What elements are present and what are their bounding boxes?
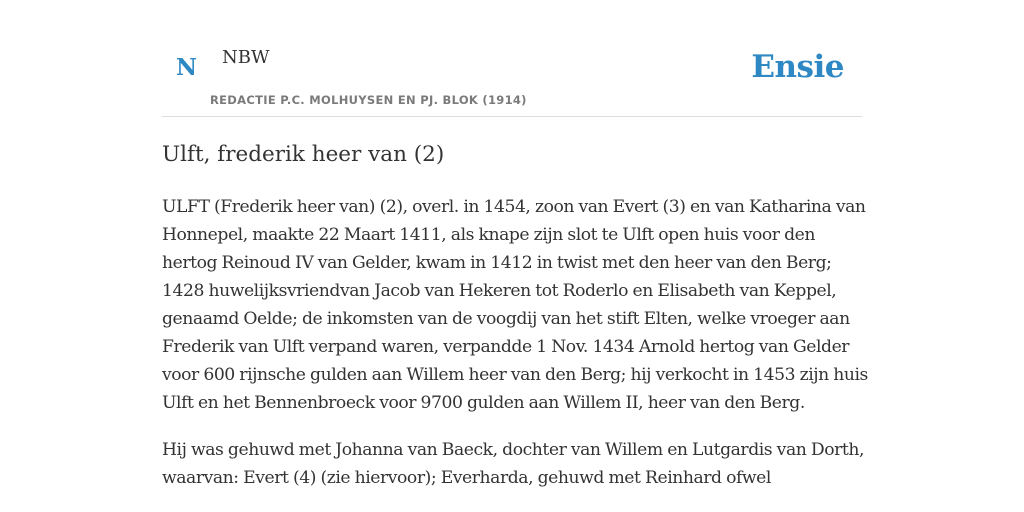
source-name[interactable]: NBW	[222, 47, 270, 68]
site-header	[162, 0, 862, 117]
entry-title: Ulft, frederik heer van (2)	[162, 142, 445, 167]
source-logo[interactable]: N	[176, 54, 198, 81]
source-subtitle: REDACTIE P.C. MOLHUYSEN EN PJ. BLOK (1914)	[210, 93, 527, 107]
entry-paragraph: Hij was gehuwd met Johanna van Baeck, dochter van Willem en Lutgardis van Dorth, waarvan: Evert (4) (zie hiervoor); Everharda, gehuwd met Reinhard ofwel	[162, 440, 864, 488]
ensie-logo-link[interactable]: Ensie	[751, 49, 844, 85]
entry-content	[162, 140, 868, 511]
entry-paragraph: ULFT (Frederik heer van) (2), overl. in 1454, zoon van Evert (3) en van Katharina van Honnepel, maakte 22 Maart 1411, als knape zijn slot te Ulft open huis voor den hertog Reinoud IV van Gelder, kwam in 1412 in twist met den heer van den Berg; 1428 huwelijksvriendvan Jacob van Hekeren tot Roderlo en Elisabeth van Keppel, genaamd Oelde; de inkomsten van de voogdij van het stift Elten, welke vroeger aan Frederik van Ulft verpand waren, verpandde 1 Nov. 1434 Arnold hertog van Gelder voor 600 rijnsche gulden aan Willem heer van den Berg; hij verkocht in 1453 zijn huis Ulft en het Bennenbroeck voor 9700 gulden aan Willem II, heer van den Berg.	[162, 197, 868, 413]
entry-body	[162, 193, 868, 492]
